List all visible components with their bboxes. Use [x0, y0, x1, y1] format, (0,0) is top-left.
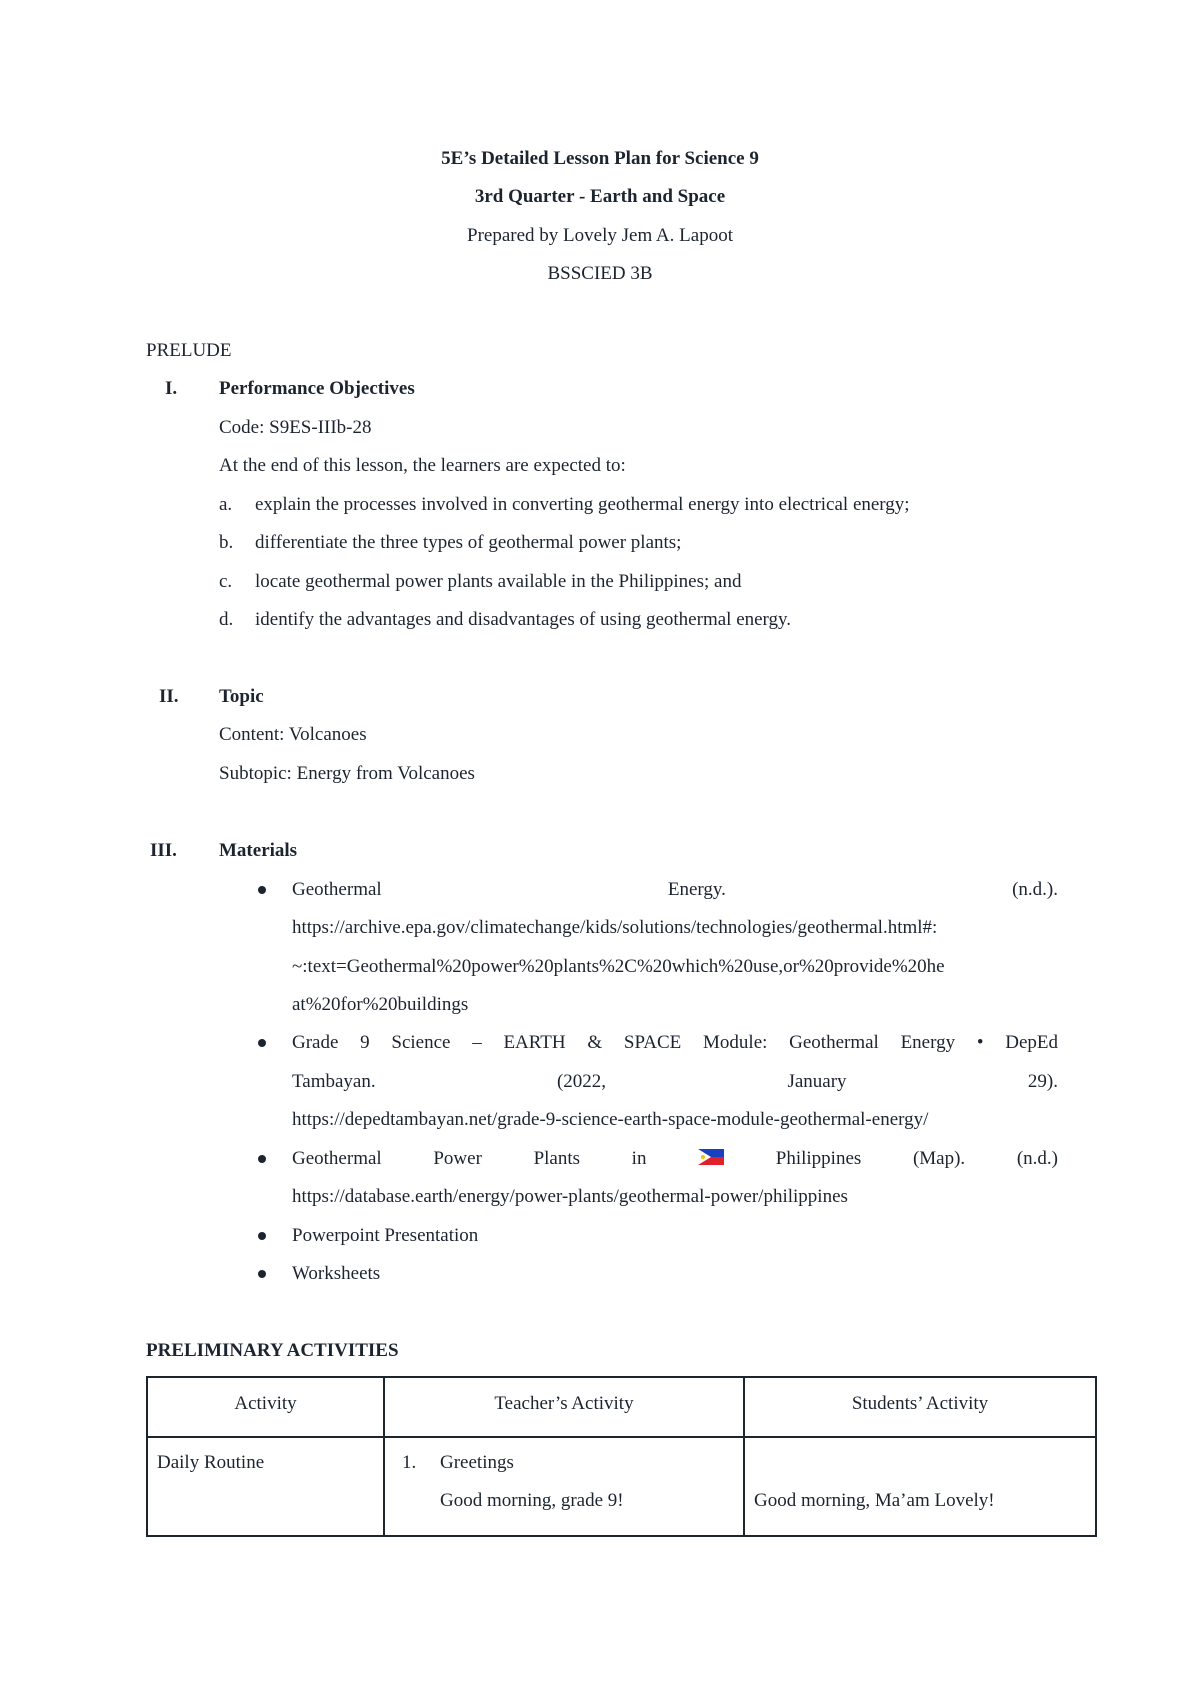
- material-word: Geothermal: [292, 879, 382, 900]
- material-1-url-end[interactable]: at%20for%20buildings: [292, 994, 469, 1015]
- material-4: Powerpoint Presentation: [292, 1225, 479, 1246]
- objective-item: identify the advantages and disadvantages of using geothermal energy.: [255, 609, 792, 630]
- topic-content: Content: Volcanoes: [219, 724, 367, 745]
- material-word: in: [631, 1148, 647, 1169]
- objective-letter: a.: [219, 494, 233, 515]
- objective-item: differentiate the three types of geothermal power plants;: [255, 532, 682, 553]
- objective-letter: b.: [219, 532, 234, 553]
- objectives-heading: Performance Objectives: [219, 378, 415, 399]
- topic-heading: Topic: [219, 686, 264, 707]
- material-word: Energy.: [667, 879, 726, 900]
- column-header-teacher: Teacher’s Activity: [494, 1393, 634, 1414]
- bullet-icon: [258, 1039, 266, 1047]
- material-1-line-1: [292, 880, 1058, 899]
- material-word: Geothermal: [292, 1148, 382, 1169]
- table-cell: [744, 1437, 1096, 1536]
- material-word: (n.d.): [1016, 1148, 1058, 1169]
- table-header-row: [147, 1377, 1096, 1437]
- table-cell: [147, 1437, 384, 1536]
- prepared-by: Prepared by Lovely Jem A. Lapoot: [467, 225, 733, 246]
- preliminary-heading: PRELIMINARY ACTIVITIES: [146, 1340, 399, 1361]
- student-greeting-text: Good morning, Ma’am Lovely!: [754, 1490, 995, 1511]
- material-word: Power: [433, 1148, 482, 1169]
- table-header-cell: [384, 1377, 744, 1437]
- table-row: [147, 1437, 1096, 1536]
- material-2-line-2: [292, 1072, 1058, 1091]
- objective-letter: d.: [219, 609, 234, 630]
- prelude-label: PRELUDE: [146, 340, 232, 361]
- table-header-cell: [744, 1377, 1096, 1437]
- objective-item: explain the processes involved in converting geothermal energy into electrical energy;: [255, 494, 910, 515]
- activity-daily-routine: Daily Routine: [157, 1452, 265, 1473]
- objective-letter: c.: [219, 571, 233, 592]
- material-word: January: [787, 1071, 847, 1092]
- topic-subtopic: Subtopic: Energy from Volcanoes: [219, 763, 475, 784]
- document-subtitle: 3rd Quarter - Earth and Space: [474, 186, 726, 207]
- objectives-code: Code: S9ES-IIIb-28: [219, 417, 372, 438]
- section-numeral-2: II.: [159, 686, 179, 707]
- material-1-url[interactable]: https://archive.epa.gov/climatechange/kids/solutions/technologies/geothermal.html#:: [292, 917, 938, 938]
- material-5: Worksheets: [292, 1263, 381, 1284]
- material-3-line-1: [292, 1149, 1058, 1168]
- column-header-students: Students’ Activity: [851, 1393, 989, 1414]
- preliminary-table: [146, 1376, 1097, 1537]
- section-label: BSSCIED 3B: [547, 263, 653, 284]
- section-numeral-1: I.: [165, 378, 178, 399]
- list-number: 1.: [402, 1452, 417, 1473]
- materials-heading: Materials: [219, 840, 298, 861]
- material-word: Philippines: [775, 1148, 862, 1169]
- material-word: 29).: [1027, 1071, 1058, 1092]
- objectives-intro: At the end of this lesson, the learners are expected to:: [219, 455, 626, 476]
- material-word: Tambayan.: [292, 1071, 376, 1092]
- philippines-flag-icon: [698, 1149, 724, 1165]
- teacher-greeting-text: Good morning, grade 9!: [440, 1490, 624, 1511]
- bullet-icon: [258, 1270, 266, 1278]
- bullet-icon: [258, 1232, 266, 1240]
- bullet-icon: [258, 886, 266, 894]
- table-cell: [384, 1437, 744, 1536]
- material-word: (2022,: [556, 1071, 607, 1092]
- material-word: (Map).: [912, 1148, 966, 1169]
- material-2-line-1: Grade 9 Science – EARTH & SPACE Module: Geothermal Energy • DepEd: [292, 1032, 1058, 1053]
- section-numeral-3: III.: [150, 840, 177, 861]
- table-header-cell: [147, 1377, 384, 1437]
- objective-item: locate geothermal power plants available in the Philippines; and: [255, 571, 742, 592]
- material-3-url[interactable]: https://database.earth/energy/power-plants/geothermal-power/philippines: [292, 1186, 848, 1207]
- column-header-activity: Activity: [234, 1393, 297, 1414]
- bullet-icon: [258, 1155, 266, 1163]
- material-word: (n.d.).: [1012, 879, 1058, 900]
- material-1-url-cont[interactable]: ~:text=Geothermal%20power%20plants%2C%20which%20use,or%20provide%20he: [292, 956, 945, 977]
- document-title: 5E’s Detailed Lesson Plan for Science 9: [441, 148, 759, 169]
- material-word: Plants: [533, 1148, 581, 1169]
- material-2-url[interactable]: https://depedtambayan.net/grade-9-science-earth-space-module-geothermal-energy/: [292, 1109, 929, 1130]
- teacher-item-greetings: Greetings: [440, 1452, 514, 1473]
